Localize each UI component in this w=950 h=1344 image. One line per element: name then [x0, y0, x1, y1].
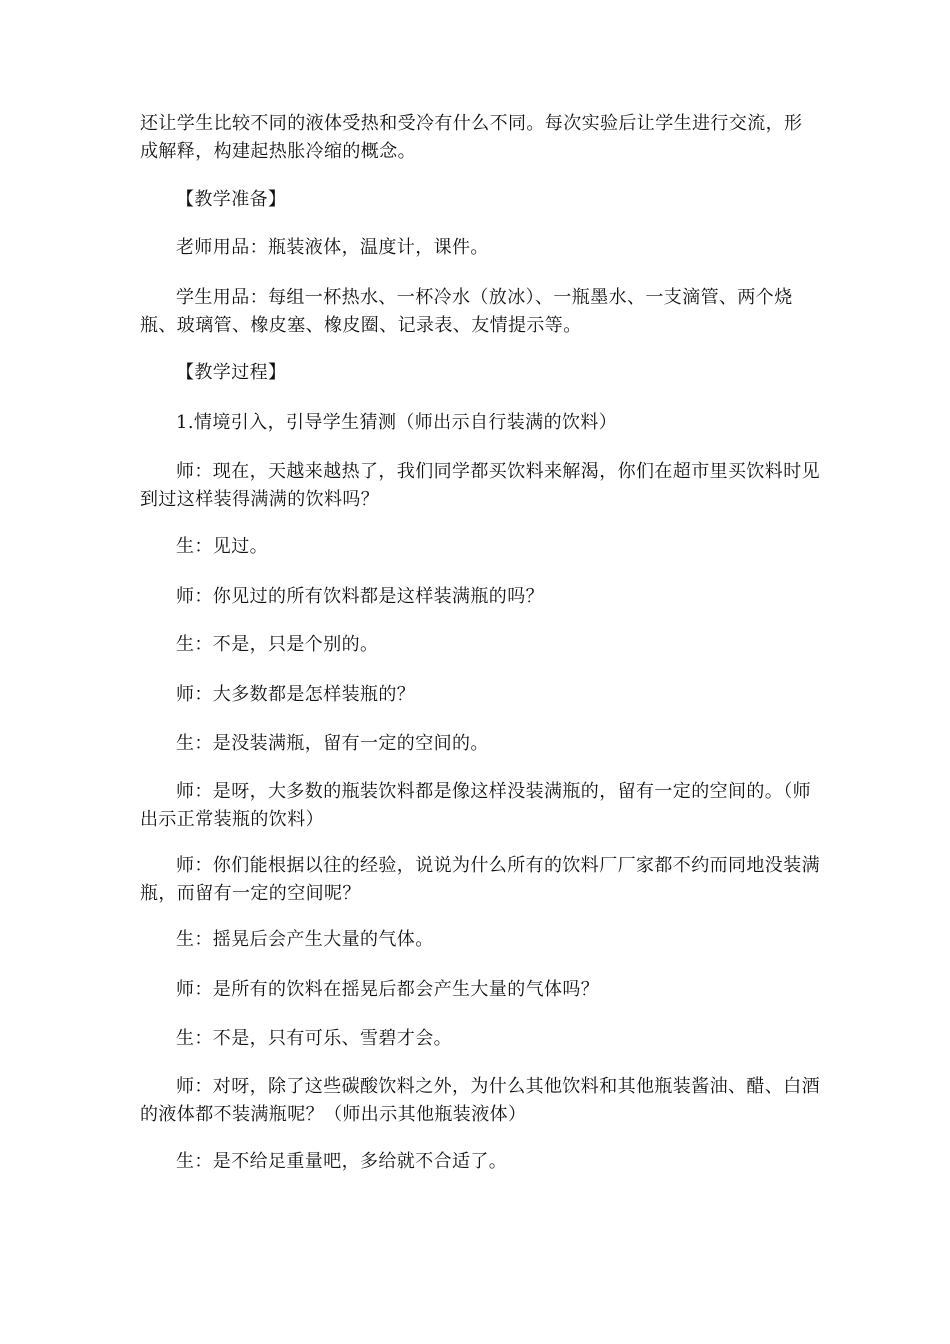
- dialogue-line: 师：大多数都是怎样装瓶的？: [176, 684, 416, 705]
- paragraph-step-1: 1.情境引入，引导学生猜测（师出示自行装满的饮料）: [176, 412, 618, 433]
- dialogue-line: 生：不是，只是个别的。: [176, 634, 379, 655]
- dialogue-line: 师：是呀，大多数的瓶装饮料都是像这样没装满瓶的，留有一定的空间的。（师出示正常装瓶的饮料）: [140, 781, 811, 830]
- dialogue-line: 师：是所有的饮料在摇晃后都会产生大量的气体吗？: [176, 979, 600, 1000]
- dialogue-line: 师：现在，天越来越热了，我们同学都买饮料来解渴，你们在超市里买饮料时见到过这样装得满满的饮料吗？: [140, 461, 820, 510]
- dialogue-line: 师：你们能根据以往的经验，说说为什么所有的饮料厂厂家都不约而同地没装满瓶，而留有一定的空间呢？: [140, 855, 820, 904]
- paragraph-intro-continuation: 还让学生比较不同的液体受热和受冷有什么不同。每次实验后让学生进行交流，形成解释，构建起热胀冷缩的概念。: [140, 113, 803, 162]
- dialogue-line: 生：是没装满瓶，留有一定的空间的。: [176, 733, 489, 754]
- paragraph-student-supplies: 学生用品：每组一杯热水、一杯冷水（放冰）、一瓶墨水、一支滴管、两个烧瓶、玻璃管、橡皮塞、橡皮圈、记录表、友情提示等。: [140, 287, 793, 336]
- paragraph-teacher-supplies: 老师用品：瓶装液体，温度计，课件。: [176, 237, 489, 258]
- dialogue-line: 师：对呀，除了这些碳酸饮料之外，为什么其他饮料和其他瓶装酱油、醋、白酒的液体都不装满瓶呢？（师出示其他瓶装液体）: [140, 1076, 820, 1125]
- dialogue-line: 生：摇晃后会产生大量的气体。: [176, 929, 434, 950]
- section-heading-preparation: 【教学准备】: [176, 189, 287, 210]
- dialogue-line: 师：你见过的所有饮料都是这样装满瓶的吗？: [176, 586, 544, 607]
- dialogue-line: 生：见过。: [176, 536, 268, 557]
- section-heading-process: 【教学过程】: [176, 362, 287, 383]
- dialogue-line: 生：不是，只有可乐、雪碧才会。: [176, 1028, 452, 1049]
- dialogue-line: 生：是不给足重量吧，多给就不合适了。: [176, 1151, 508, 1172]
